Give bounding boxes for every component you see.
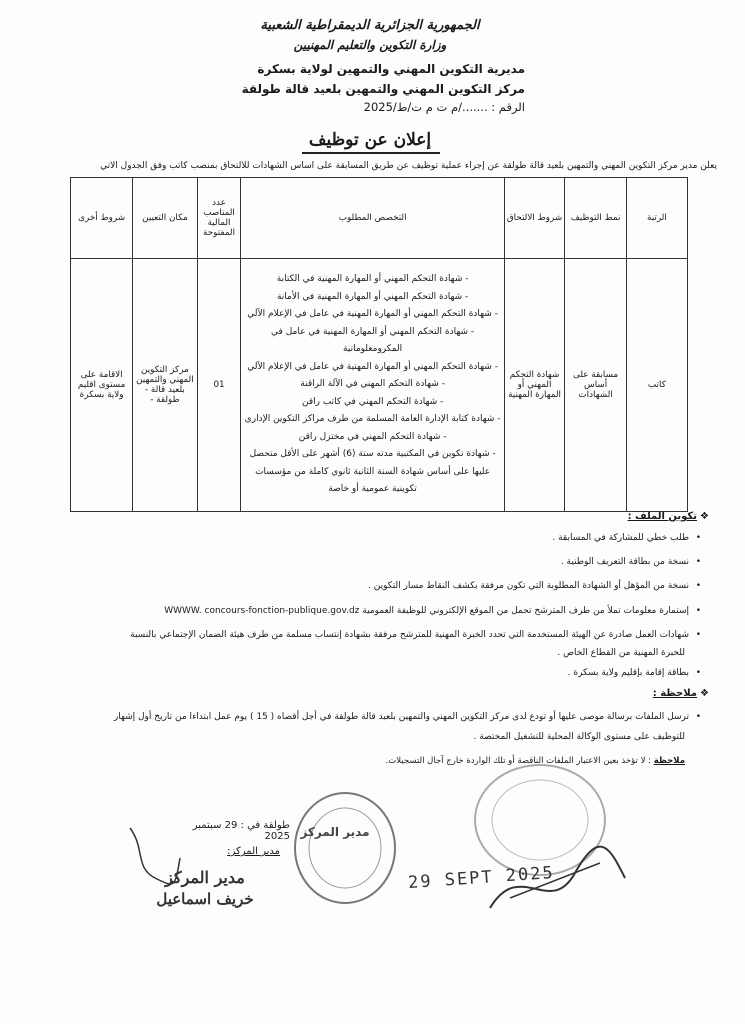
header-place: مكان التعيين [133,178,197,259]
title-underline [302,152,440,154]
list-item-continuation: للخبرة المهنية من القطاع الخاص . [557,648,685,658]
cell-mode: مسابقة على أساس الشهادات [565,259,626,512]
note-heading: ملاحظة : [652,688,697,699]
cell-place: مركز التكوين المهني والتمهين بلعيد قالة - طولقة - [133,259,197,512]
list-item: • شهادات العمل صادرة عن الهيئة المستخدمة التي تحدد الخبرة المهنية للمترشح مرفقة بشهادة إنتساب مسلمة من طرف هيئة الضمان الإجتماعي بالنسبة [130,630,689,640]
reference-number: الرقم : ......./م ت م ت/ط/2025 [363,100,525,114]
center-line: مركز التكوين المهني والتمهين بلعيد قالة طولقة [241,82,525,96]
date-stamp: 29 SEPT 2025 [407,862,556,894]
manager-title: مدير المركز: [227,846,280,857]
header-rank: الرتبة [626,178,687,259]
specialty-item: - شهادة التحكم المهني أو المهارة المهنية في الأمانة [276,291,469,302]
intro-paragraph: يعلن مدير مركز التكوين المهني والتمهين بلعيد قالة طولقة عن إجراء عملية توظيف عن طريق المسابقة على أساس الشهادات للالتحاق بمنصب كاتب وفق الجدول الآتي [100,161,717,171]
manager-name: خريف اسماعيل [156,890,254,908]
table-header-row [71,178,688,259]
list-item: • طلب خطي للمشاركة في المسابقة . [552,533,689,543]
specialty-item: - شهادة التحكم المهني في مختزل راقن [298,431,447,442]
header-specialty: التخصص المطلوب [241,178,504,259]
specialty-item: - شهادة التحكم المهني في الآلة الراقنة [300,379,445,390]
header-mode: نمط التوظيف [565,178,626,259]
stamp-role: مدير المركز [300,825,370,839]
specialty-item: تكوينية عمومية أو خاصة [328,484,417,495]
files-heading: تكوين الملف : [627,511,697,522]
header-positions: عدد المناصب المالية المفتوحة [197,178,241,259]
section-bullet-icon: ❖ [700,511,709,522]
cell-conditions: شهادة التحكم المهني أو المهارة المهنية [504,259,565,512]
list-item: • نسخة من بطاقة التعريف الوطنية . [561,557,689,567]
specialty-item: - شهادة تكوين في المكتبية مدته ستة (6) أشهر على الأقل متحصل [249,449,496,460]
specialty-item: عليها على أساس شهادة السنة الثانية ثانوي كاملة من مؤسسات [255,466,491,477]
note-line: • ترسل الملفات برسالة موصى عليها أو تودع لدى مركز التكوين المهني والتمهين بلعيد قالة طولقة في أجل أقصاه ( 15 ) يوم عمل ابتداءا من تاريخ أول إشهار [114,712,689,722]
list-item: • بطاقة إقامة بإقليم ولاية بسكرة . [568,668,689,678]
specialty-item: - شهادة التحكم المهني أو المهارة المهنية في عامل في الإعلام الآلي [247,361,498,372]
specialty-item: - شهادة التحكم المهني أو المهارة المهنية في الكتابة [276,274,469,285]
specialty-item: - شهادة كتابة الإدارة العامة المسلمة من طرف مراكز التكوين الإداري [244,414,501,425]
directorate-line: مديرية التكوين المهني والتمهين لولاية بسكرة [257,62,525,76]
round-stamp-icon [290,788,400,908]
place-date: طولقة في : 29 سبتمبر 2025 [192,820,290,842]
ministry-header: وزارة التكوين والتعليم المهنيين [293,38,447,52]
second-note-label: ملاحظة [653,756,685,766]
specialty-item: - شهادة التحكم المهني أو المهارة المهنية في عامل في المكرومعلوماتية [271,326,475,355]
note-line-continuation: للتوظيف على مستوى الوكالة المحلية للتشغيل المختصة . [473,732,685,742]
specialty-item: - شهادة التحكم المهني أو المهارة المهنية في عامل في الإعلام الآلي [247,309,498,320]
cell-other: الاقامة على مستوى اقليم ولاية بسكرة [71,259,133,512]
positions-table [70,177,688,512]
header-conditions: شروط الالتحاق [504,178,565,259]
cell-positions: 01 [197,259,241,512]
cell-specialties [241,259,504,512]
manager-stamp: مدير المركز [165,868,245,887]
second-note-text: : لا تؤخذ بعين الاعتبار الملفات الناقصة أو تلك الواردة خارج آجال التسجيلات. [385,756,652,766]
list-item: • نسخة من المؤهل أو الشهادة المطلوبة التي تكون مرفقة بكشف النقاط مسار التكوين . [368,581,689,591]
page-title: إعلان عن توظيف [308,130,432,150]
list-item: • إستمارة معلومات تملأ من طرف المترشح تحمل من الموقع الإلكتروني للوظيفة العمومية WWWW. concours-fonction-publique.gov.dz [164,606,689,616]
table-row [71,259,688,512]
specialty-item: - شهادة التحكم المهني في كاتب راقن [301,396,444,407]
cell-rank: كاتب [626,259,687,512]
header-other: شروط أخرى [71,178,133,259]
section-bullet-icon: ❖ [700,688,709,699]
republic-header: الجمهورية الجزائرية الديمقراطية الشعبية [260,18,480,33]
